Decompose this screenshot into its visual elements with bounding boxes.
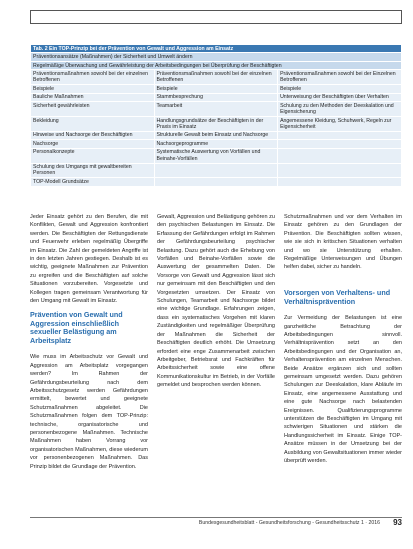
paragraph: Schutzmaßnahmen und vor dem Verhalten im Einsatz gehören zu den Grundlagen der Prävention. Die Beschäftigten sollten wissen, wie sie sich in kritischen Situationen verhalten und wo sie Unterstützung erhalten. Regelmäßige Unterweisungen und Übungen helfen dabei, sicher zu handeln.	[284, 214, 402, 271]
table-cell: Beispiele	[154, 85, 278, 93]
table-row	[31, 131, 402, 139]
table-cell: Bauliche Maßnahmen	[31, 93, 155, 101]
table-cell: Nachsorge	[31, 140, 155, 148]
table-row	[31, 102, 402, 117]
paragraph: Zur Vermeidung der Belastungen ist eine ganzheitliche Betrachtung der Arbeitsbedingungen sinnvoll. Verhältnisprävention setzt an den Arbeitsbedingungen und der Organisation an, Verhaltensprävention am einzelnen Menschen. Beide Ansätze ergänzen sich und sollten gemeinsam umgesetzt werden. Dazu gehören Schulungen zur Deeskalation, klare Abläufe im Einsatz, eine angemessene Ausstattung und eine gute Nachsorge nach belastenden Ereignissen. Qualifizierungsprogramme unterstützen die Beschäftigten im Umgang mit schwierigen Situationen und stärken die Handlungssicherheit im Einsatz. Einige TOP-Ansätze müssen in der Umsetzung bei der Ausbildung von Gewaltsituationen immer wieder überprüft werden.	[284, 315, 402, 465]
table-cell: Schulung des Umgangs mit gewaltbereiten Personen	[31, 163, 155, 178]
table-cell: Bekleidung	[31, 116, 155, 131]
table-row	[31, 61, 402, 69]
journal-citation: Bundesgesundheitsblatt - Gesundheitsforschung - Gesundheitsschutz 1 · 2016	[198, 520, 380, 526]
table-cell: Präventionsmaßnahmen sowohl bei der einzelnen Betroffenen	[31, 70, 155, 85]
table-cell: Präventionsmaßnahmen sowohl bei der einzelnen Betroffenen	[154, 70, 278, 85]
table-row	[31, 53, 402, 61]
table-cell: Regelmäßige Überwachung und Gewährleistung der Arbeitsbedingungen bei Überprüfung der Beschäftigten	[31, 61, 402, 69]
paragraph: Gewalt, Aggression und Belästigung gehören zu den psychischen Belastungen im Einsatz. Die Erfassung der Gefährdungen erfolgt im Rahmen der Gefährdungsbeurteilung psychischer Belastung. Dazu gehört auch die Erhebung von Vorfällen und Beinahe-Vorfällen sowie die Auswertung der gesammelten Daten. Die Vorsorge von Gewalt und Aggression lässt sich nur gemeinsam mit den Beschäftigten und den Vorgesetzten umsetzen. Der Einsatz von Schulungen, Teamarbeit und Nachsorge bildet eine wichtige Grundlage. Erfahrungen zeigen, dass ein systematisches Vorgehen mit klaren Zuständigkeiten und regelmäßiger Überprüfung der Maßnahmen die Sicherheit der Beschäftigten deutlich erhöht. Die Umsetzung erfordert eine enge Zusammenarbeit zwischen Arbeitgeber, Betriebsrat und Fachkräften für Arbeitssicherheit sowie eine offene Kommunikationskultur im Betrieb, in der Vorfälle gemeldet und besprochen werden können.	[157, 214, 275, 389]
footer-rule	[30, 517, 402, 518]
table-row	[31, 178, 402, 186]
table-cell: Schulung zu den Methoden der Deeskalation und Eigensicherung	[278, 102, 402, 117]
table-cell	[154, 178, 278, 186]
table-cell: Systematische Auswertung von Vorfällen und Beinahe-Vorfällen	[154, 148, 278, 163]
table-cell: Beispiele	[31, 85, 155, 93]
header-box	[30, 10, 402, 24]
table-cell: Präventionsmaßnahmen sowohl bei der Einzelnen Betroffenen	[278, 70, 402, 85]
table-cell: Strukturelle Gewalt beim Einsatz und Nachsorge	[154, 131, 278, 139]
column-3	[284, 213, 402, 514]
table-cell: Beispiele	[278, 85, 402, 93]
page-number: 93	[393, 518, 402, 527]
table-row	[31, 140, 402, 148]
table-cell: Stammbesprechung	[154, 93, 278, 101]
section-heading: Prävention von Gewalt und Aggression einschließlich sexueller Belästigung am Arbeitsplatz	[30, 310, 123, 345]
body-columns	[30, 213, 402, 523]
table-cell: Handlungsgrundsätze der Beschäftigten in der Praxis im Einsatz	[154, 116, 278, 131]
table-row	[31, 148, 402, 163]
table-cell: Teamarbeit	[154, 102, 278, 117]
table-cell: Sicherheit gewährleisten	[31, 102, 155, 117]
table-cell: Angemessene Kleidung, Schuhwerk, Regeln zur Eigensicherheit	[278, 116, 402, 131]
table-row	[31, 70, 402, 85]
column-2	[157, 213, 275, 513]
table-cell	[278, 163, 402, 178]
table-row	[31, 116, 402, 131]
table-caption-row	[31, 45, 402, 53]
table-cell: Präventionsansätze (Maßnahmen) der Sicherheit und Umwelt ändern	[31, 53, 402, 61]
table-cell	[278, 131, 402, 139]
section-heading: Vorsorgen von Verhaltens- und Verhältnisprävention	[284, 288, 391, 306]
table-cell: Personalkonzepte	[31, 148, 155, 163]
column-1	[30, 213, 148, 521]
table-cell: Nachsorgeprogramme	[154, 140, 278, 148]
table-cell	[278, 178, 402, 186]
table-body	[31, 45, 402, 187]
paragraph: Jeder Einsatz gehört zu den Berufen, die mit Konflikten, Gewalt und Aggression konfrontiert werden. Die Beschäftigten der Rettungsdienste und Feuerwehr erleben regelmäßig Übergriffe im Einsatz. Die Zahl der gemeldeten Angriffe ist in den letzten Jahren gestiegen. Deshalb ist es wichtig, geeignete Maßnahmen zur Prävention zu ergreifen und die Beschäftigten auf solche Situationen vorzubereiten. Vorgesetzte und Kollegen tragen gemeinsam Verantwortung für den Umgang mit Gewalt im Einsatz.	[30, 214, 148, 305]
table-caption: Tab. 2 Ein TOP-Prinzip bei der Prävention von Gewalt und Aggression am Einsatz	[31, 45, 402, 53]
prevention-table	[30, 44, 402, 187]
page-footer	[30, 517, 402, 529]
table-cell: Hinweise und Nachsorge der Beschäftigten	[31, 131, 155, 139]
table-row	[31, 163, 402, 178]
table-cell	[154, 163, 278, 178]
table-row	[31, 85, 402, 93]
table-cell: Unterweisung der Beschäftigten über Verhalten	[278, 93, 402, 101]
table-cell	[278, 140, 402, 148]
paragraph: Wie muss im Arbeitsschutz vor Gewalt und Aggression am Arbeitsplatz vorgegangen werden? Im Rahmen der Gefährdungsbeurteilung nach dem Arbeitsschutzgesetz werden Gefährdungen ermittelt, bewertet und geeignete Schutzmaßnahmen abgeleitet. Die Schutzmaßnahmen folgen dem TOP-Prinzip: technische, organisatorische und personenbezogene Maßnahmen. Technische Maßnahmen haben Vorrang vor organisatorischen Maßnahmen, diese wiederum vor personenbezogenen Maßnahmen. Das Prinzip bildet die Grundlage der Prävention.	[30, 354, 148, 470]
table-row	[31, 93, 402, 101]
table-cell: TOP-Modell Grundsätze	[31, 178, 155, 186]
table-cell	[278, 148, 402, 163]
